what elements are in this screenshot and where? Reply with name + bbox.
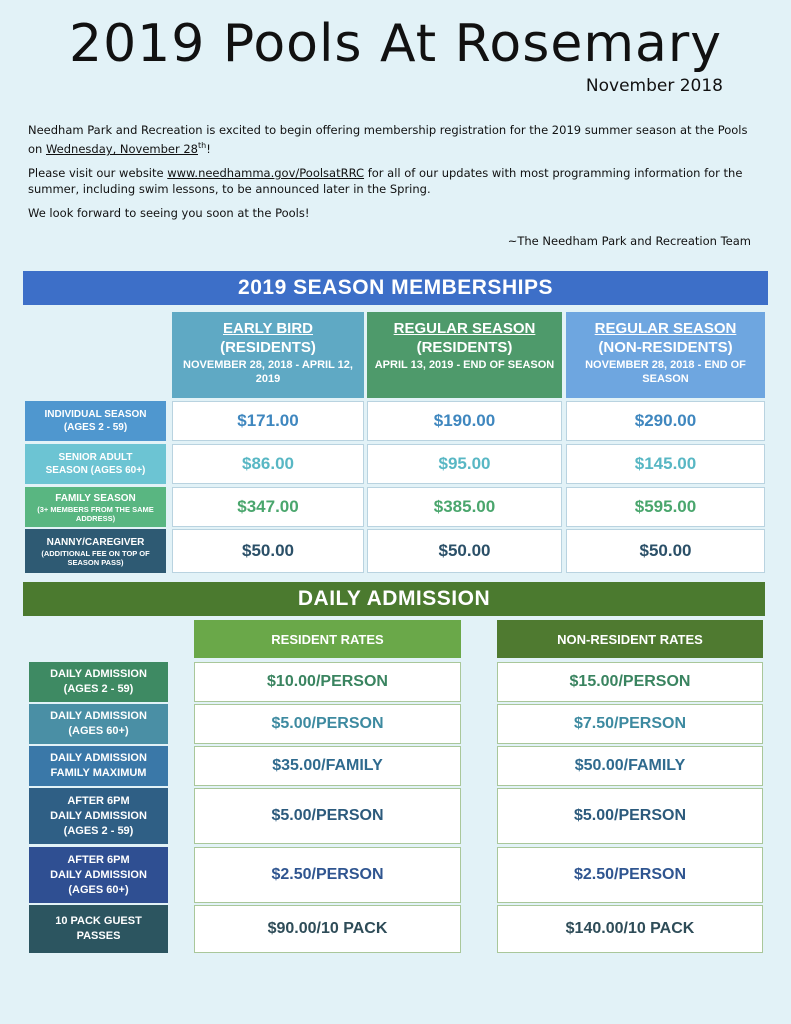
daily-price: $7.50/PERSON: [497, 704, 763, 744]
row-label-sub: SEASON (AGES 60+): [45, 465, 146, 476]
daily-column-header: NON-RESIDENT RATES: [497, 620, 763, 658]
intro-p2-suffix: for all of our updates with most programming information for the summer, including swim lessons, to be announced later in the Spring.: [28, 165, 743, 196]
daily-row-label-line: (AGES 2 - 59): [63, 683, 134, 695]
daily-admission-banner: DAILY ADMISSION: [23, 582, 765, 616]
daily-price: $2.50/PERSON: [497, 847, 763, 903]
membership-row-label: [25, 401, 166, 441]
daily-row-label-line: FAMILY MAXIMUM: [50, 767, 147, 779]
membership-column-header: [566, 312, 765, 398]
column-title: REGULAR SEASON: [594, 320, 737, 337]
daily-price: $5.00/PERSON: [497, 788, 763, 844]
column-title: REGULAR SEASON: [393, 320, 536, 337]
membership-price: $50.00: [566, 529, 765, 573]
row-label-main: INDIVIDUAL SEASON: [44, 409, 147, 420]
membership-row-label: [25, 444, 166, 484]
intro-p1-text: Needham Park and Recreation is excited to begin offering membership registration for the 2019 summer season at the Pools on: [28, 123, 748, 156]
daily-row-label-line: DAILY ADMISSION: [50, 868, 147, 881]
signoff: ~The Needham Park and Recreation Team: [507, 234, 751, 248]
row-label-sub: (AGES 2 - 59): [63, 422, 128, 433]
membership-price: $50.00: [172, 529, 364, 573]
membership-column-header: [367, 312, 562, 398]
intro-p1-end: !: [206, 141, 211, 156]
daily-row-label-line: (AGES 60+): [68, 725, 129, 737]
column-subtitle: (RESIDENTS): [416, 339, 513, 356]
daily-row-label: [29, 704, 168, 744]
membership-price: $190.00: [367, 401, 562, 441]
daily-price: $35.00/FAMILY: [194, 746, 461, 786]
daily-price: $5.00/PERSON: [194, 704, 461, 744]
membership-price: $290.00: [566, 401, 765, 441]
daily-price: $50.00/FAMILY: [497, 746, 763, 786]
daily-price: $10.00/PERSON: [194, 662, 461, 702]
row-label-sub: (ADDITIONAL FEE ON TOP OF SEASON PASS): [41, 548, 150, 567]
row-label-sub: (3+ MEMBERS FROM THE SAME ADDRESS): [37, 504, 154, 523]
daily-row-label-line: DAILY ADMISSION: [50, 752, 147, 764]
membership-price: $385.00: [367, 487, 562, 527]
daily-row-label: [29, 746, 168, 786]
memberships-banner: 2019 SEASON MEMBERSHIPS: [23, 271, 768, 305]
intro-text: [28, 122, 758, 229]
daily-price: $90.00/10 PACK: [194, 905, 461, 953]
daily-row-label-line: AFTER 6PM: [67, 853, 130, 866]
daily-price: $15.00/PERSON: [497, 662, 763, 702]
date-suffix: th: [198, 141, 207, 150]
membership-price: $145.00: [566, 444, 765, 484]
registration-date: Wednesday, November 28: [45, 141, 198, 156]
membership-price: $86.00: [172, 444, 364, 484]
column-title: EARLY BIRD: [222, 320, 314, 337]
membership-row-label: [25, 487, 166, 527]
membership-row-label: [25, 529, 166, 573]
website-link[interactable]: www.needhamma.gov/PoolsatRRC: [167, 165, 365, 180]
daily-row-label: [29, 662, 168, 702]
daily-price: $2.50/PERSON: [194, 847, 461, 903]
intro-paragraph-3: We look forward to seeing you soon at the Pools!: [28, 205, 310, 220]
daily-row-label-line: PASSES: [76, 930, 121, 942]
daily-row-label-line: (AGES 2 - 59): [63, 824, 134, 837]
intro-p2-prefix: Please visit our website: [28, 165, 168, 180]
daily-row-label: [29, 788, 168, 844]
daily-row-label-line: AFTER 6PM: [67, 794, 130, 807]
daily-row-label-line: DAILY ADMISSION: [50, 809, 147, 822]
column-dates: NOVEMBER 28, 2018 - END OF SEASON: [585, 359, 746, 385]
issue-date: November 2018: [585, 76, 723, 96]
daily-column-header: RESIDENT RATES: [194, 620, 461, 658]
intro-paragraph-1: [28, 122, 758, 157]
row-label-main: SENIOR ADULT: [58, 452, 133, 463]
daily-price: $140.00/10 PACK: [497, 905, 763, 953]
membership-price: $171.00: [172, 401, 364, 441]
membership-price: $50.00: [367, 529, 562, 573]
membership-column-header: [172, 312, 364, 398]
daily-row-label-line: (AGES 60+): [68, 883, 129, 896]
daily-price: $5.00/PERSON: [194, 788, 461, 844]
daily-row-label-line: 10 PACK GUEST: [55, 915, 142, 927]
page-title: 2019 Pools At Rosemary: [68, 14, 722, 74]
column-subtitle: (NON-RESIDENTS): [598, 339, 733, 356]
membership-price: $347.00: [172, 487, 364, 527]
row-label-main: NANNY/CAREGIVER: [46, 536, 145, 548]
column-subtitle: (RESIDENTS): [220, 339, 316, 356]
column-dates: APRIL 13, 2019 - END OF SEASON: [374, 359, 555, 371]
membership-price: $95.00: [367, 444, 562, 484]
intro-paragraph-2: [28, 165, 758, 197]
daily-row-label: [29, 905, 168, 953]
row-label-main: FAMILY SEASON: [55, 492, 136, 504]
daily-row-label-line: DAILY ADMISSION: [50, 668, 147, 680]
daily-row-label: [29, 847, 168, 903]
daily-row-label-line: DAILY ADMISSION: [50, 710, 147, 722]
column-dates: NOVEMBER 28, 2018 - APRIL 12, 2019: [183, 359, 353, 385]
membership-price: $595.00: [566, 487, 765, 527]
